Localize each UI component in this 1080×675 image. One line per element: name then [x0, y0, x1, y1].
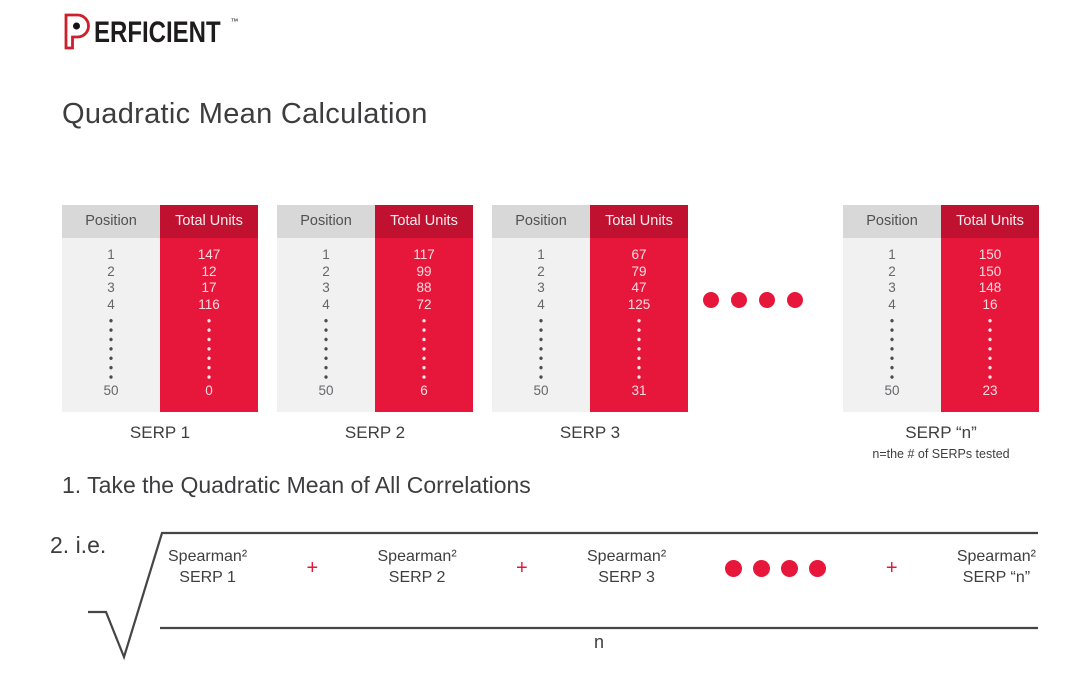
units-value: 88 [416, 280, 432, 295]
units-value: 99 [416, 263, 432, 279]
formula-denominator: n [593, 632, 604, 652]
units-value: 79 [631, 263, 647, 279]
dot-icon [787, 292, 803, 308]
position-value: 2 [888, 263, 896, 279]
units-value: 150 [978, 263, 1002, 279]
position-column [277, 238, 375, 412]
column-header-total-units: Total Units [375, 205, 473, 238]
term-serp: SERP 2 [388, 569, 446, 587]
units-value: 72 [416, 296, 432, 312]
column-header-position: Position [492, 205, 590, 238]
position-value: 3 [537, 280, 545, 295]
serp-n-note: n=the # of SERPs tested [872, 446, 1010, 461]
ellipsis-dots-icon [703, 292, 803, 308]
table-body [277, 238, 473, 412]
vertical-ellipsis-icon [539, 316, 543, 382]
units-value: 12 [201, 263, 217, 279]
term-serp: SERP “n” [962, 569, 1031, 587]
brand-wordmark: ERFICIENT [94, 16, 221, 49]
table-header [277, 205, 473, 238]
formula-term-serp-n [957, 546, 1036, 588]
position-value: 4 [107, 296, 115, 312]
table-body [62, 238, 258, 412]
dot-icon [703, 292, 719, 308]
dot-icon [809, 560, 826, 577]
units-value: 117 [413, 247, 435, 262]
term-spearman: Spearman² [377, 548, 457, 565]
vertical-ellipsis-icon [324, 316, 328, 382]
term-serp: SERP 1 [179, 569, 236, 587]
vertical-ellipsis-icon [207, 316, 211, 382]
units-value: 150 [978, 247, 1002, 262]
position-value: 4 [537, 296, 545, 312]
position-value: 3 [888, 280, 896, 295]
quadratic-mean-formula [0, 520, 1080, 675]
units-value: 116 [198, 296, 220, 312]
column-header-total-units: Total Units [160, 205, 258, 238]
position-value: 1 [888, 247, 896, 262]
column-header-total-units: Total Units [590, 205, 688, 238]
dot-icon [759, 292, 775, 308]
plus-operator: + [306, 556, 319, 579]
position-value: 2 [322, 263, 330, 279]
formula-term-serp2 [378, 546, 457, 588]
total-units-column [160, 238, 258, 412]
serp-table-label: SERP “n” [905, 422, 977, 442]
vertical-ellipsis-icon [988, 316, 992, 382]
term-spearman: Spearman² [168, 548, 248, 565]
total-units-column [941, 238, 1039, 412]
dot-icon [725, 560, 742, 577]
table-header [843, 205, 1039, 238]
units-value: 148 [978, 280, 1002, 295]
formula-term-serp1 [168, 546, 247, 588]
units-value: 16 [982, 296, 998, 312]
column-header-position: Position [277, 205, 375, 238]
serp-table-3 [492, 205, 688, 443]
units-value: 17 [201, 280, 217, 295]
table-body [843, 238, 1039, 412]
term-spearman: Spearman² [956, 548, 1036, 565]
position-value: 4 [322, 296, 330, 312]
column-header-position: Position [62, 205, 160, 238]
serp-table-label: SERP 1 [129, 422, 191, 442]
plus-operator: + [885, 556, 898, 579]
formula-term-serp3 [587, 546, 666, 588]
step-1-text: 1. Take the Quadratic Mean of All Correlations [62, 472, 531, 498]
trademark-symbol: ™ [230, 17, 239, 26]
position-value: 1 [537, 247, 545, 262]
position-value: 1 [107, 247, 115, 262]
vertical-ellipsis-icon [109, 316, 113, 382]
brand-logo [62, 13, 238, 50]
position-value: 2 [107, 263, 115, 279]
position-column [492, 238, 590, 412]
table [277, 205, 473, 412]
position-value: 4 [888, 296, 896, 312]
position-value: 50 [884, 383, 900, 398]
units-value: 23 [982, 383, 998, 398]
ellipsis-dots-icon [725, 560, 826, 577]
formula-numerator [168, 546, 1036, 588]
serp-table-label: SERP 2 [344, 422, 406, 442]
table-body [492, 238, 688, 412]
vertical-ellipsis-icon [422, 316, 426, 382]
units-value: 47 [631, 280, 647, 295]
position-column [62, 238, 160, 412]
column-header-total-units: Total Units [941, 205, 1039, 238]
dot-icon [731, 292, 747, 308]
position-value: 50 [318, 383, 334, 398]
position-value: 3 [322, 280, 330, 295]
table-header [492, 205, 688, 238]
units-value: 67 [631, 247, 647, 262]
total-units-column [375, 238, 473, 412]
term-spearman: Spearman² [587, 548, 667, 565]
page-title: Quadratic Mean Calculation [62, 98, 428, 130]
plus-operator: + [515, 556, 528, 579]
table-header [62, 205, 258, 238]
units-value: 31 [631, 383, 647, 398]
serp-table-n [843, 205, 1039, 461]
step-2-label: 2. i.e. [50, 532, 107, 558]
position-value: 2 [537, 263, 545, 279]
serp-table-2 [277, 205, 473, 443]
serp-table-1 [62, 205, 258, 443]
table [492, 205, 688, 412]
units-value: 125 [627, 296, 651, 312]
perficient-p-logo-icon [62, 13, 92, 50]
dot-icon [781, 560, 798, 577]
total-units-column [590, 238, 688, 412]
position-column [843, 238, 941, 412]
position-value: 50 [533, 383, 549, 398]
column-header-position: Position [843, 205, 941, 238]
table [62, 205, 258, 412]
dot-icon [753, 560, 770, 577]
position-value: 3 [107, 280, 115, 295]
position-value: 50 [103, 383, 119, 398]
units-value: 6 [420, 383, 428, 398]
vertical-ellipsis-icon [637, 316, 641, 382]
table [843, 205, 1039, 412]
term-serp: SERP 3 [598, 569, 655, 587]
position-value: 1 [322, 247, 330, 262]
serp-table-label: SERP 3 [559, 422, 621, 442]
units-value: 0 [205, 383, 213, 398]
vertical-ellipsis-icon [890, 316, 894, 382]
units-value: 147 [197, 247, 221, 262]
